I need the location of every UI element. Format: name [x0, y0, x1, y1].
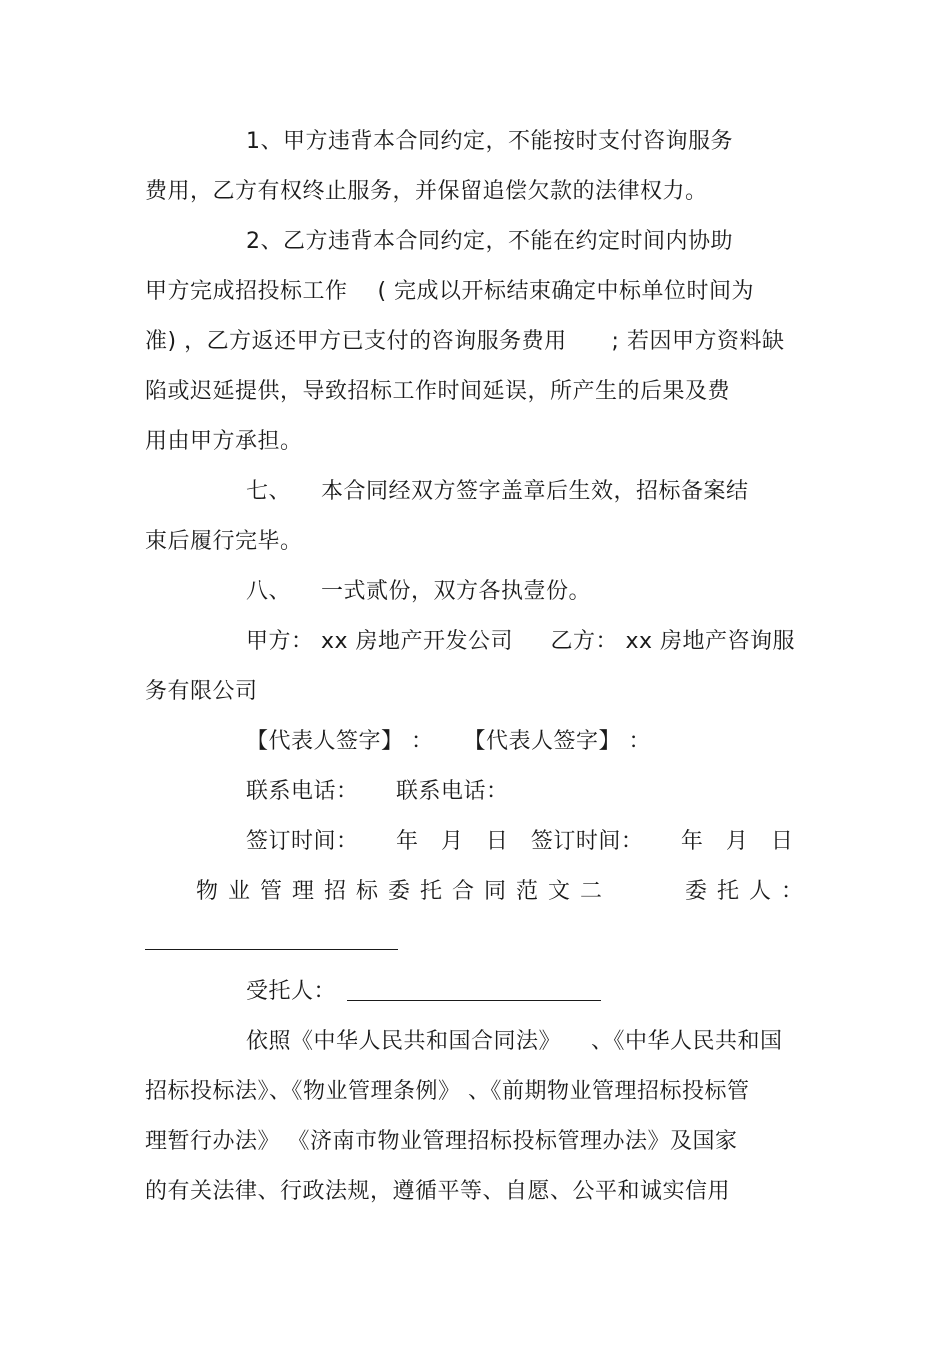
- signature-line: 【代表人签字】 ： 【代表人签字】 ：: [246, 729, 651, 754]
- phone-line: 联系电话： 联系电话：: [246, 779, 509, 804]
- text-line: 准) ，乙方返还甲方已支付的咨询服务费用 ; 若因甲方资料缺: [145, 329, 785, 354]
- party-line: 甲方： xx 房地产开发公司 乙方： xx 房地产咨询服: [246, 629, 796, 654]
- text-line: 束后履行完毕。: [145, 529, 303, 554]
- section-heading-line: 七、 本合同经双方签字盖章后生效，招标备案结: [246, 479, 749, 504]
- client-label: 委托人：: [685, 879, 814, 904]
- text-line: 招标投标法》、《物业管理条例》 、《前期物业管理招标投标管: [145, 1079, 750, 1104]
- text-line: 的有关法律、行政法规，遵循平等、自愿、公平和诚实信用: [145, 1179, 731, 1204]
- trustee-blank-line: [347, 1000, 601, 1001]
- section-heading-line: 八、 一式贰份，双方各执壹份。: [246, 579, 591, 604]
- sample-title: 物业管理招标委托合同范文二: [196, 879, 613, 904]
- text-line: 2、乙方违背本合同约定，不能在约定时间内协助: [246, 229, 733, 254]
- client-blank-line: [145, 949, 398, 950]
- trustee-label: 受托人：: [246, 979, 337, 1004]
- text-line: 1、甲方违背本合同约定，不能按时支付咨询服务: [246, 129, 733, 154]
- text-line: 理暂行办法》 《济南市物业管理招标投标管理办法》及国家: [145, 1129, 738, 1154]
- text-line: 甲方完成招投标工作 ( 完成以开标结束确定中标单位时间为: [145, 279, 755, 304]
- text-line: 陷或迟延提供，导致招标工作时间延误，所产生的后果及费: [145, 379, 731, 404]
- sign-date-line: 签订时间： 年 月 日 签订时间： 年 月 日: [246, 829, 794, 854]
- text-line: 依照《中华人民共和国合同法》 、《中华人民共和国: [246, 1029, 783, 1054]
- text-line: 用由甲方承担。: [145, 429, 303, 454]
- text-line: 费用，乙方有权终止服务，并保留追偿欠款的法律权力。: [145, 179, 708, 204]
- text-line: 务有限公司: [145, 679, 258, 704]
